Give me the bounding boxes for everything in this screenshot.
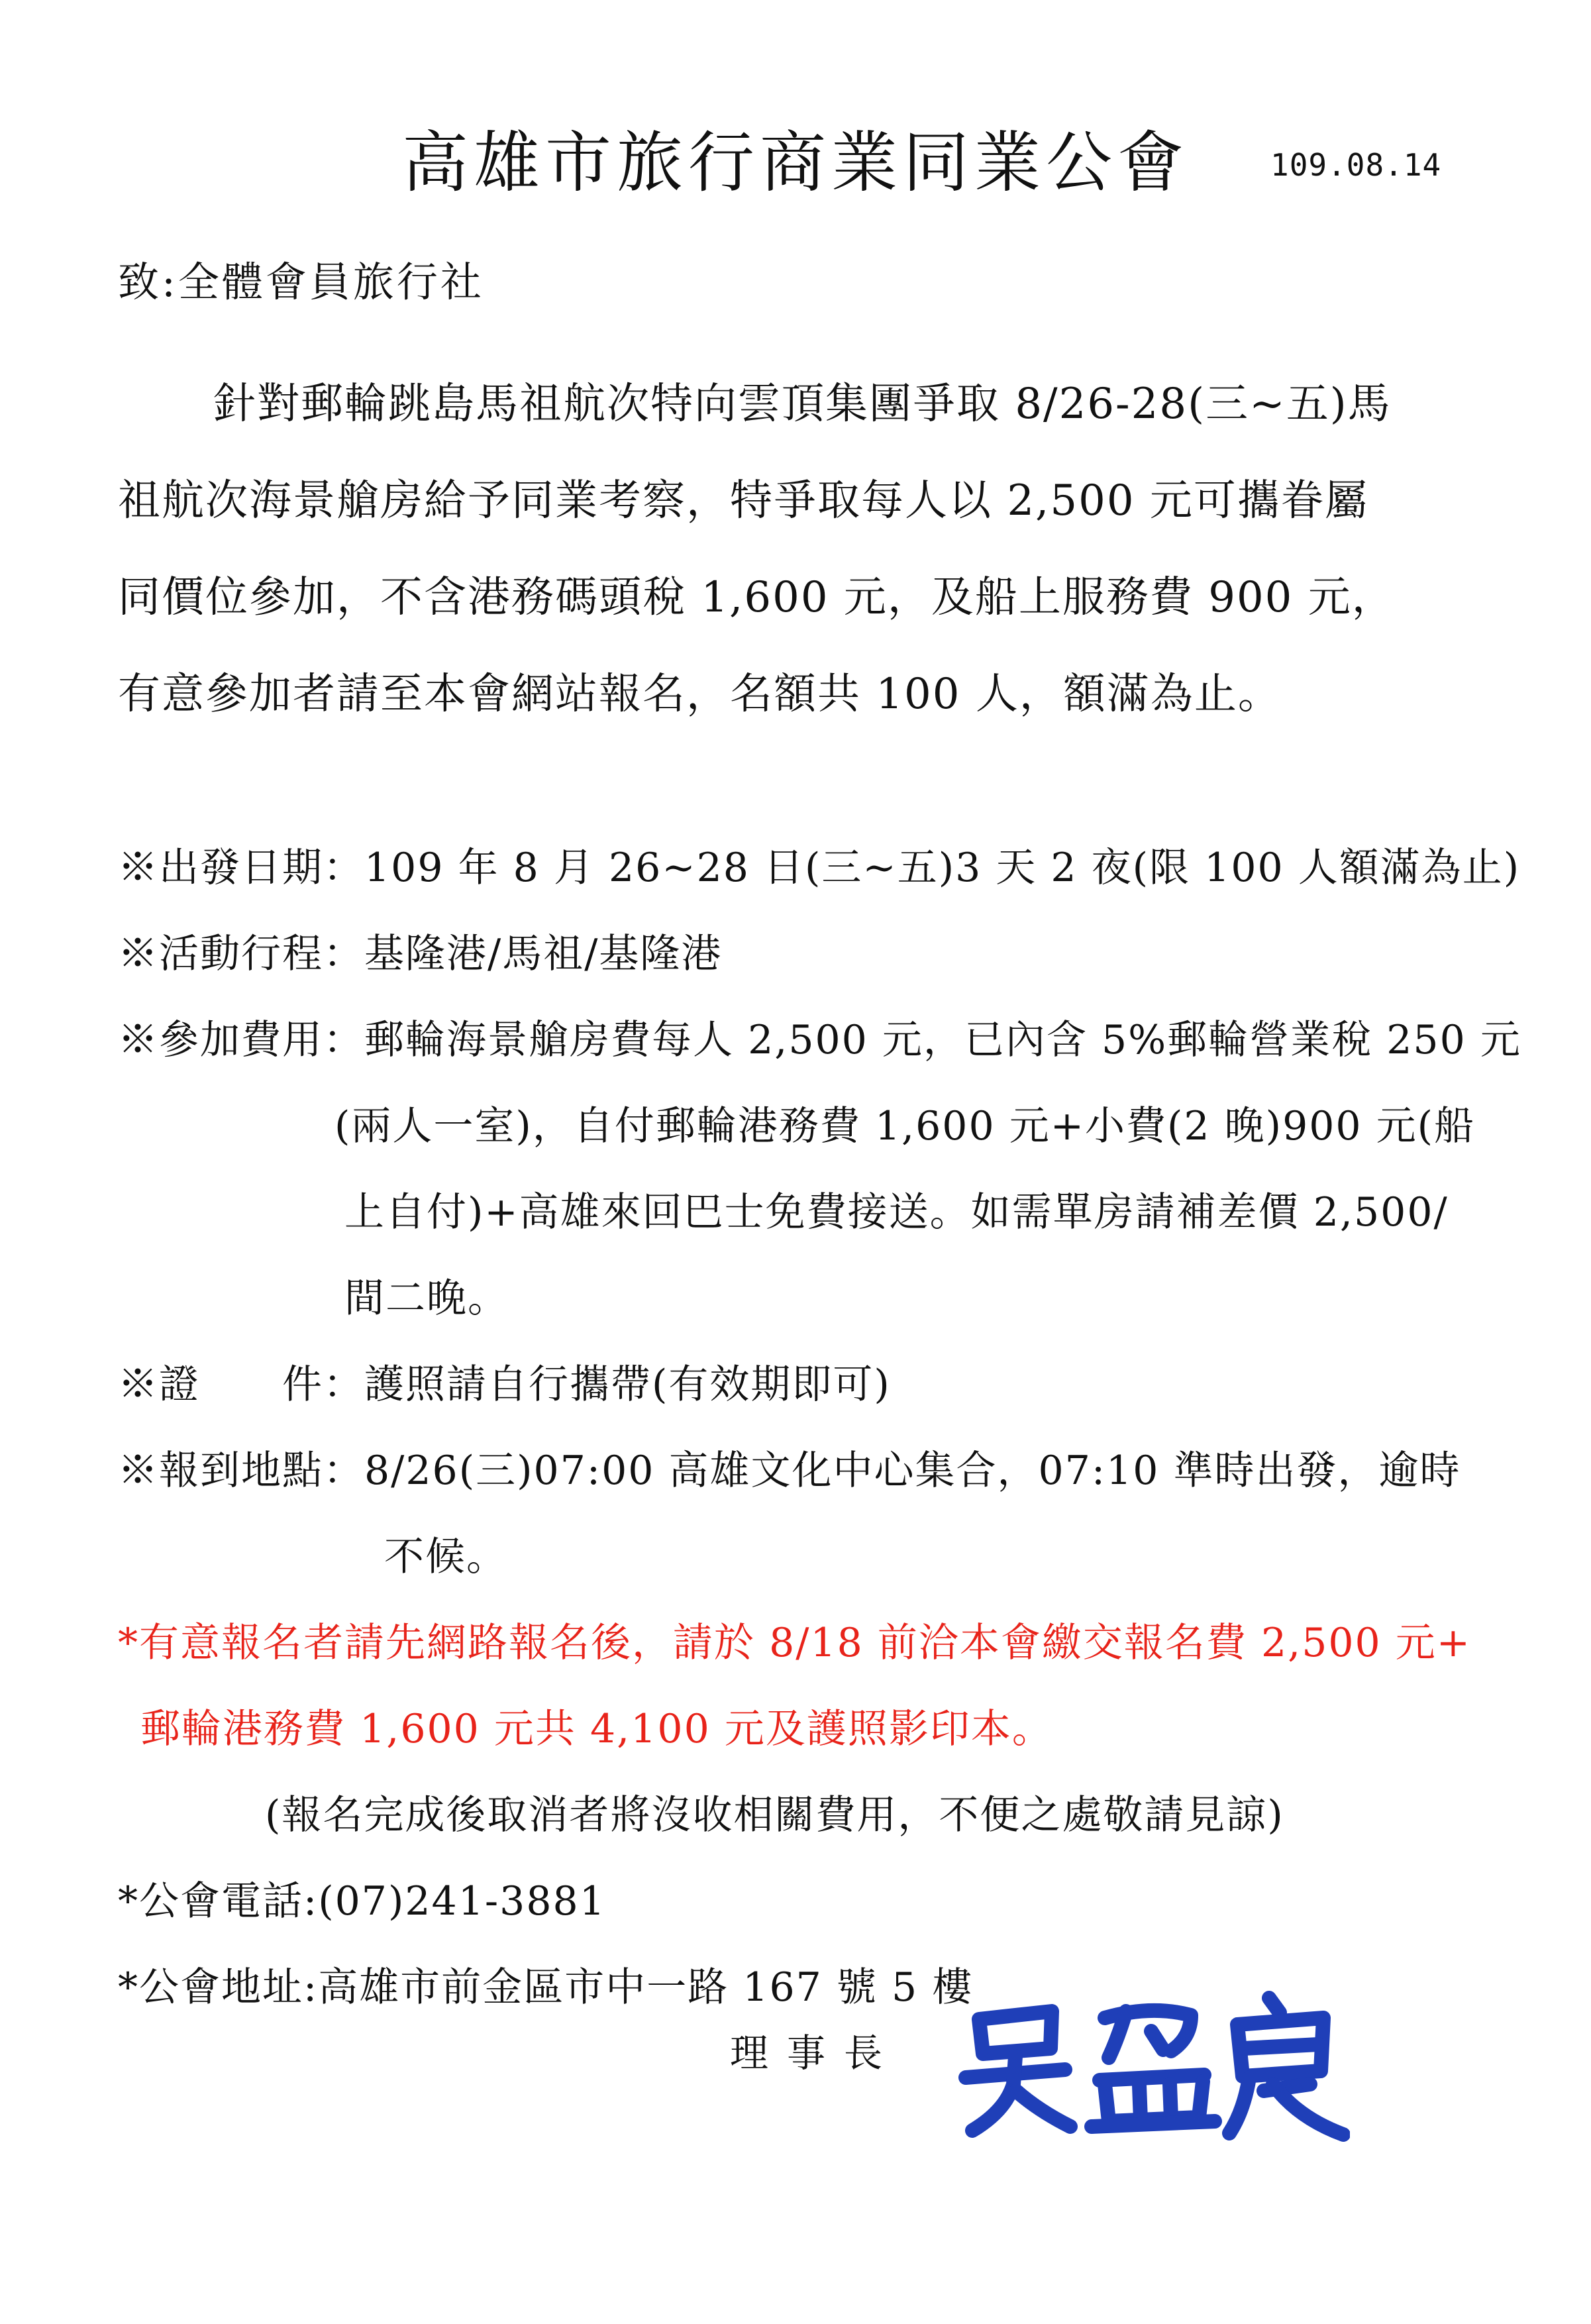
document-date: 109.08.14 [1270, 147, 1442, 183]
recipient-line: 致:全體會員旅行社 [118, 258, 484, 306]
intro-line-3: 同價位參加，不含港務碼頭稅 1,600 元，及船上服務費 900 元， [118, 573, 1396, 622]
cancellation-note: (報名完成後取消者將沒收相關費用，不便之處敬請見諒) [265, 1792, 1284, 1838]
detail-checkin-cont: 不候。 [384, 1534, 507, 1580]
detail-checkin-location: ※報到地點：8/26(三)07:00 高雄文化中心集合，07:10 準時出發，逾時 [118, 1448, 1461, 1494]
detail-departure-date: ※出發日期：109 年 8 月 26~28 日(三~五)3 天 2 夜(限 100 人額滿為止) [118, 845, 1521, 891]
chairman-label: 理事長 [730, 2031, 901, 2076]
handwritten-signature [952, 1985, 1350, 2144]
contact-phone: *公會電話:(07)241-3881 [118, 1878, 606, 1925]
registration-notice-line-2: 郵輪港務費 1,600 元共 4,100 元及護照影印本。 [140, 1706, 1053, 1752]
detail-itinerary: ※活動行程：基隆港/馬祖/基隆港 [118, 931, 723, 977]
detail-fee-cont-1: (兩人一室)，自付郵輪港務費 1,600 元+小費(2 晚)900 元(船 [334, 1103, 1476, 1149]
detail-fee-cont-2: 上自付)+高雄來回巴士免費接送。如需單房請補差價 2,500/ [344, 1189, 1449, 1236]
contact-address: *公會地址:高雄市前金區市中一路 167 號 5 樓 [118, 1964, 974, 2011]
intro-line-4: 有意參加者請至本會網站報名，名額共 100 人，額滿為止。 [118, 670, 1282, 719]
detail-documents: ※證 件：護照請自行攜帶(有效期即可) [118, 1361, 891, 1408]
detail-fee: ※參加費用：郵輪海景艙房費每人 2,500 元，已內含 5%郵輪營業稅 250 元 [118, 1017, 1521, 1063]
intro-line-1: 針對郵輪跳島馬祖航次特向雲頂集團爭取 8/26-28(三~五)馬 [213, 380, 1392, 429]
intro-line-2: 祖航次海景艙房給予同業考察，特爭取每人以 2,500 元可攜眷屬 [118, 476, 1368, 525]
document-title: 高雄市旅行商業同業公會 [402, 124, 1189, 201]
registration-notice-line-1: *有意報名者請先網路報名後，請於 8/18 前洽本會繳交報名費 2,500 元+ [118, 1620, 1472, 1666]
detail-fee-cont-3: 間二晚。 [344, 1275, 509, 1322]
